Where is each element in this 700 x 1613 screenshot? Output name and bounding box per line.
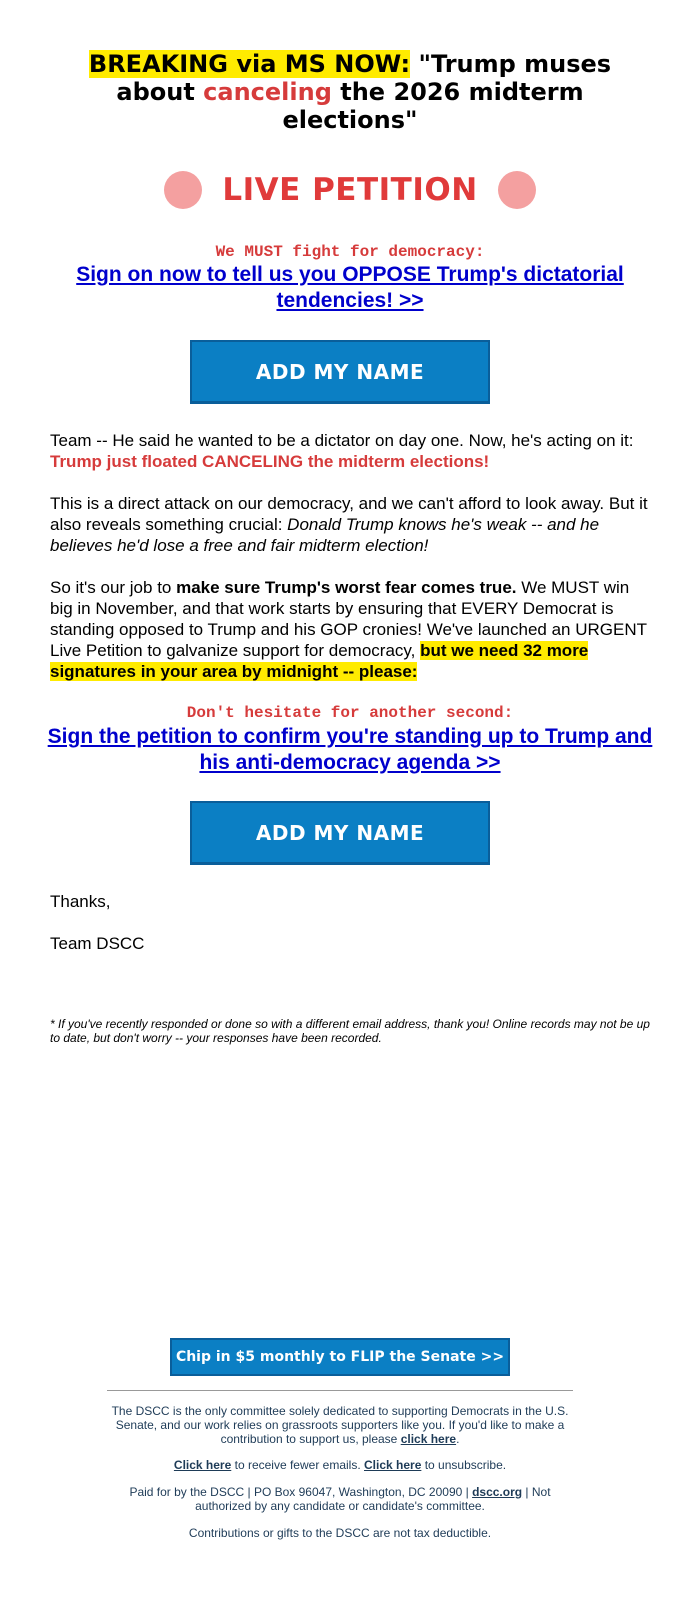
paragraph-dictator (50, 430, 650, 472)
standing-up-petition-link[interactable]: Sign the petition to confirm you're standing up to Trump and his anti-democracy agenda >> (47, 725, 653, 774)
footer-about-end: . (456, 1432, 460, 1446)
footer-email-prefs (105, 1458, 575, 1472)
live-dot-right-icon (498, 171, 536, 209)
live-petition-label: LIVE PETITION (222, 172, 478, 208)
paragraph-job-middle: We MUST win big in November, and that work starts by ensuring that EVERY Democrat is standing opposed to Trump and his GOP cronies! We've launched an URGENT Live Petition to galvanize support for democracy, (50, 578, 647, 660)
paragraph-attack-text: This is a direct attack on our democracy, and we can't afford to look away. But it also reveals something crucial: (50, 494, 648, 534)
paragraph-dictator-red: Trump just floated CANCELING the midterm elections! (50, 452, 490, 471)
unsubscribe-text: to unsubscribe. (421, 1458, 507, 1472)
footer-paid-for (105, 1485, 575, 1513)
paragraph-job (50, 577, 650, 682)
paragraph-job-bold: make sure Trump's worst fear comes true. (176, 578, 517, 597)
headline (60, 50, 640, 134)
headline-quote-end: the 2026 midterm elections" (282, 78, 584, 134)
breaking-label: BREAKING via MS NOW: (88, 50, 411, 78)
footer-about (105, 1404, 575, 1446)
footer-divider (107, 1390, 573, 1391)
live-dot-left-icon (164, 171, 202, 209)
signoff-thanks: Thanks, (50, 892, 111, 911)
paragraph-attack (50, 493, 650, 556)
headline-quote-start: "Trump muses about (116, 50, 612, 106)
paragraph-dictator-text: Team -- He said he wanted to be a dictator on day one. Now, he's acting on it: (50, 431, 634, 450)
unsubscribe-link[interactable]: Click here (364, 1458, 422, 1472)
footnote: * If you've recently responded or done so with a different email address, thank you! Online records may not be up to date, but don't worry -- your responses have been recorded. (50, 1017, 650, 1045)
fewer-emails-link[interactable]: Click here (173, 1458, 232, 1472)
footer-about-text: The DSCC is the only committee solely dedicated to supporting Democrats in the U.S. Senate, and our work relies on grassroots supporters like you. If you'd like to make a contribution to support us, please (111, 1404, 569, 1446)
footer-tax-note: Contributions or gifts to the DSCC are not tax deductible. (188, 1526, 492, 1540)
oppose-petition-link[interactable]: Sign on now to tell us you OPPOSE Trump's dictatorial tendencies! >> (76, 263, 624, 312)
paragraph-job-highlight: but we need 32 more signatures in your area by midnight -- please: (50, 641, 589, 681)
paid-for-end: | Not authorized by any candidate or candidate's committee. (195, 1485, 551, 1513)
signoff-team: Team DSCC (50, 934, 145, 953)
paid-for-text: Paid for by the DSCC | PO Box 96047, Washington, DC 20090 | (129, 1485, 473, 1499)
kicker-fight-democracy: We MUST fight for democracy: (215, 243, 485, 261)
dscc-site-link[interactable]: dscc.org (472, 1485, 523, 1499)
headline-quote-red: canceling (203, 78, 332, 106)
contribute-link[interactable]: click here (400, 1432, 457, 1446)
fewer-emails-text: to receive fewer emails. (231, 1458, 364, 1472)
add-my-name-button-2[interactable]: ADD MY NAME (190, 801, 490, 865)
live-petition-banner (0, 170, 700, 210)
chip-in-button[interactable]: Chip in $5 monthly to FLIP the Senate >> (170, 1338, 510, 1376)
paragraph-attack-italic: Donald Trump knows he's weak -- and he believes he'd lose a free and fair midterm election! (50, 515, 600, 555)
paragraph-job-lead: So it's our job to (50, 578, 177, 597)
kicker-dont-hesitate: Don't hesitate for another second: (186, 704, 514, 722)
add-my-name-button[interactable]: ADD MY NAME (190, 340, 490, 404)
